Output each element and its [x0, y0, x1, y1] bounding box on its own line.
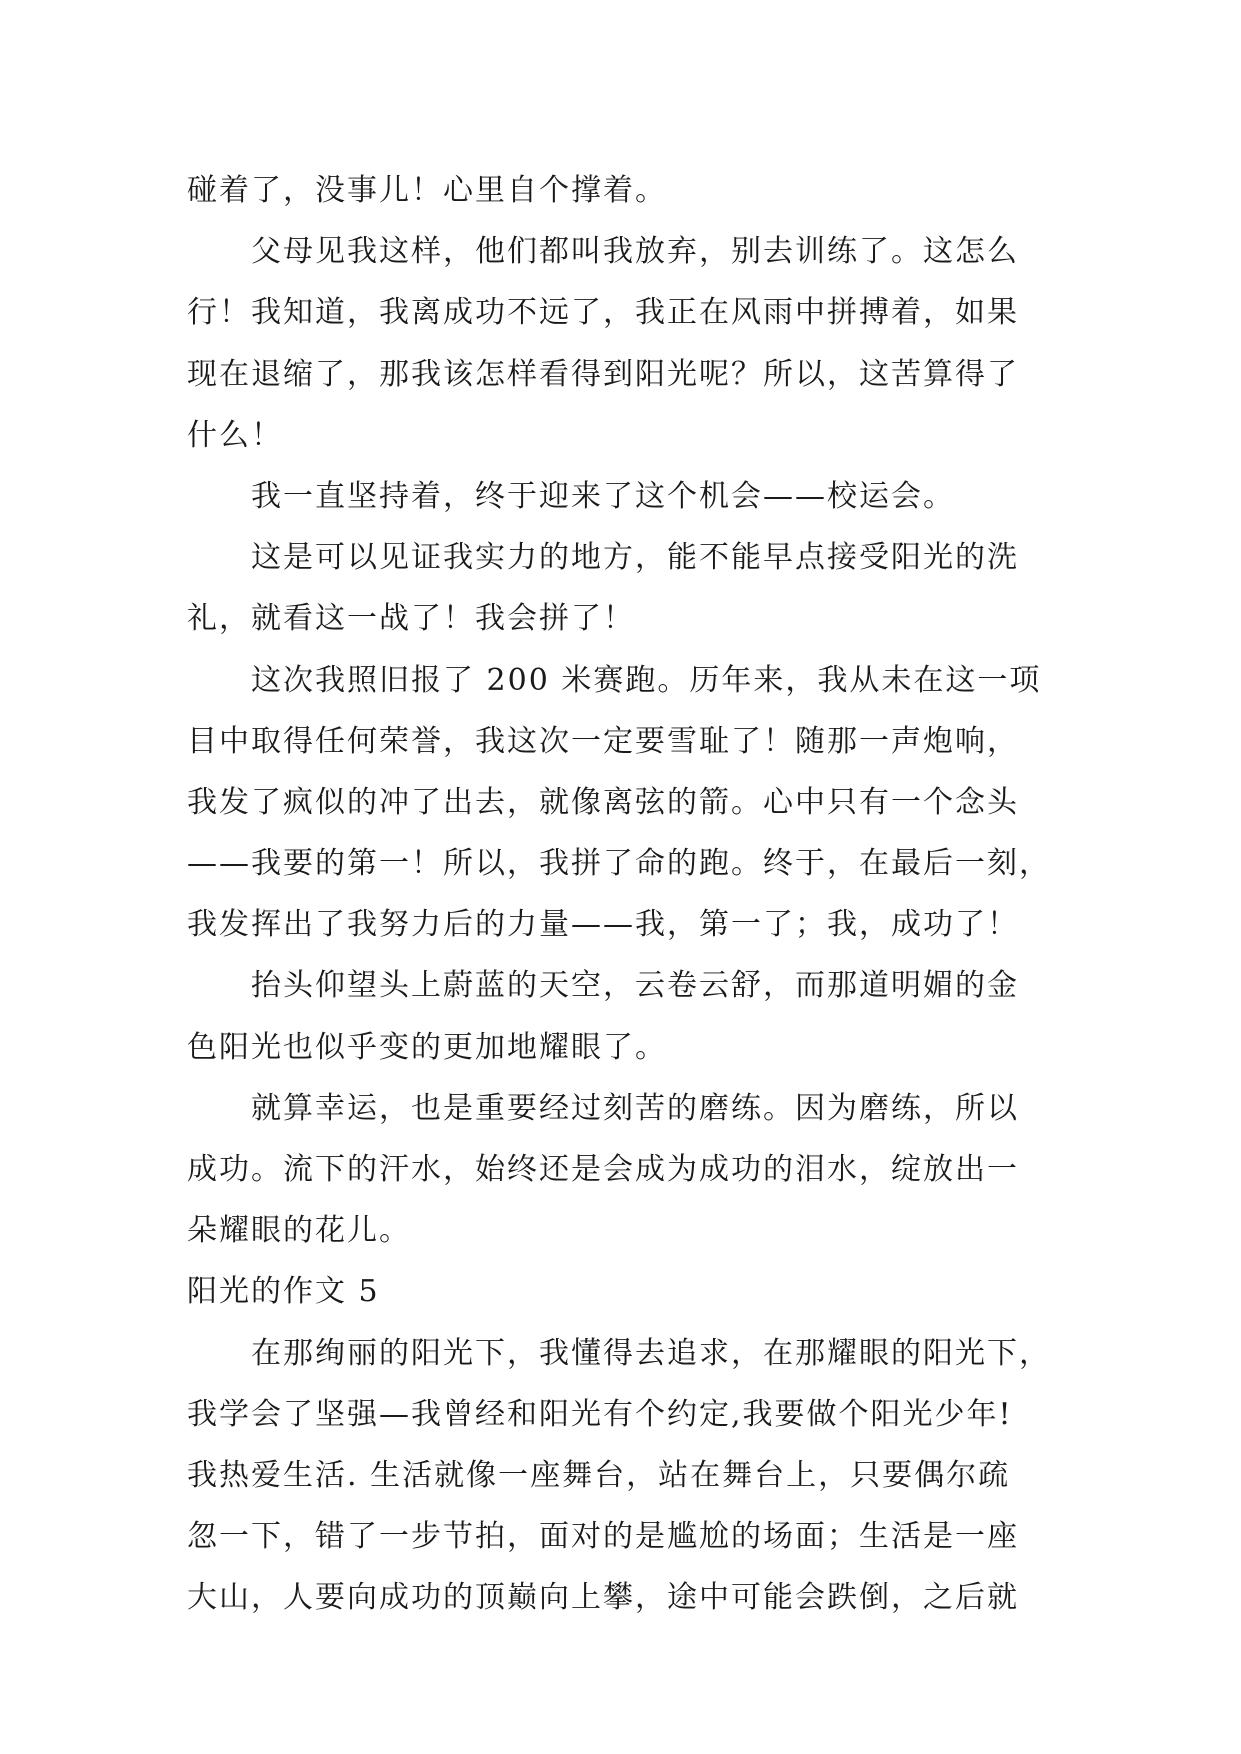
paragraph-start-line: 就算幸运，也是重要经过刻苦的磨练。因为磨练，所以	[251, 1090, 1019, 1126]
text-line: ——我要的第一！所以，我拼了命的跑。终于，在最后一刻，	[187, 846, 1051, 882]
document-page	[187, 160, 1067, 1629]
text-line: 礼，就看这一战了！我会拼了！	[187, 601, 635, 637]
paragraph-start-line: 父母见我这样，他们都叫我放弃，别去训练了。这怎么	[251, 234, 1019, 270]
paragraph-start-line: 抬头仰望头上蔚蓝的天空，云卷云舒，而那道明媚的金	[251, 968, 1019, 1004]
text-line: 我学会了坚强—我曾经和阳光有个约定,我要做个阳光少年!	[187, 1396, 1013, 1432]
text-line: 我热爱生活. 生活就像一座舞台，站在舞台上，只要偶尔疏	[187, 1457, 1011, 1493]
text-line: 大山，人要向成功的顶巅向上攀，途中可能会跌倒，之后就	[187, 1580, 1019, 1616]
text-line: 我发了疯似的冲了出去，就像离弦的箭。心中只有一个念头	[187, 784, 1019, 820]
paragraph-start-line: 这次我照旧报了 200 米赛跑。历年来，我从未在这一项	[251, 662, 1042, 698]
text-line: 我发挥出了我努力后的力量——我，第一了；我，成功了！	[187, 907, 1019, 943]
text-line: 朵耀眼的花儿。	[187, 1213, 411, 1249]
paragraph-start-line: 我一直坚持着，终于迎来了这个机会——校运会。	[251, 478, 955, 514]
text-line: 什么！	[187, 417, 283, 453]
paragraph-start-line: 这是可以见证我实力的地方，能不能早点接受阳光的洗	[251, 540, 1019, 576]
text-line: 忽一下，错了一步节拍，面对的是尴尬的场面；生活是一座	[187, 1519, 1019, 1555]
text-line: 目中取得任何荣誉，我这次一定要雪耻了！随那一声炮响，	[187, 723, 1019, 759]
paragraph-start-line: 在那绚丽的阳光下，我懂得去追求，在那耀眼的阳光下，	[251, 1335, 1051, 1371]
text-line: 碰着了，没事儿！心里自个撑着。	[187, 173, 667, 208]
text-line: 成功。流下的汗水，始终还是会成为成功的泪水，绽放出一	[187, 1152, 1019, 1187]
text-line: 现在退缩了，那我该怎样看得到阳光呢？所以，这苦算得了	[187, 356, 1019, 392]
text-line: 行！我知道，我离成功不远了，我正在风雨中拼搏着，如果	[187, 295, 1019, 331]
section-heading: 阳光的作文 5	[187, 1274, 380, 1310]
text-line: 色阳光也似乎变的更加地耀眼了。	[187, 1029, 667, 1065]
